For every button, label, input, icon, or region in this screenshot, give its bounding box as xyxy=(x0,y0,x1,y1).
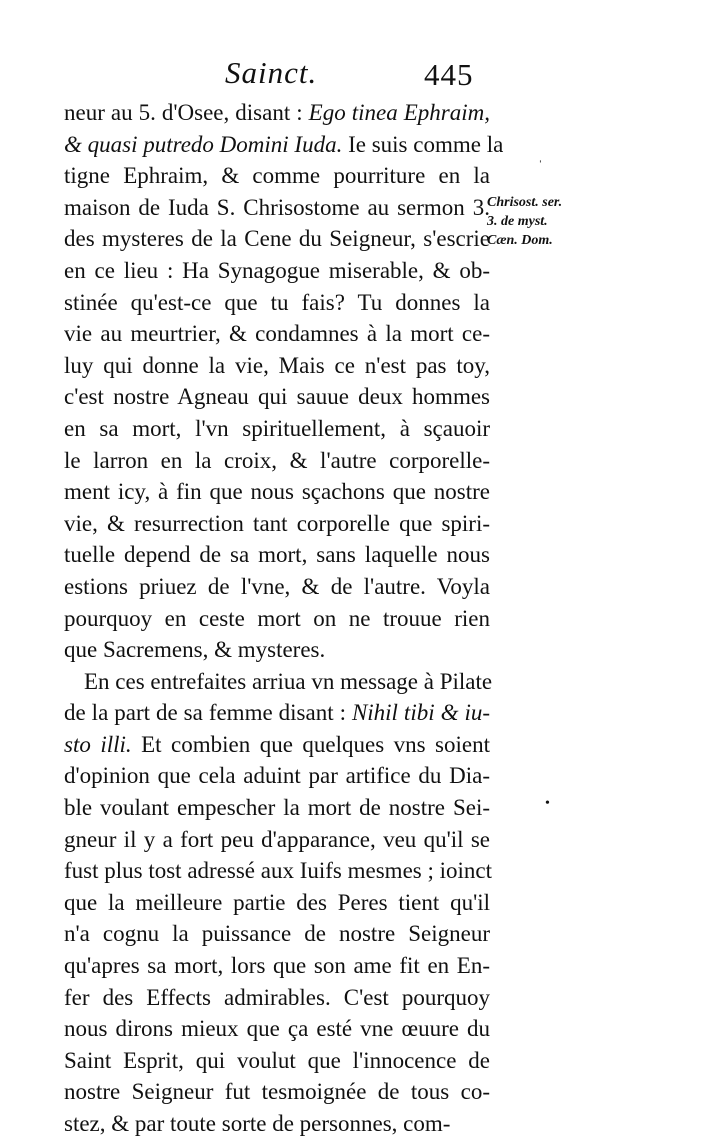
text-run: Ie suis comme la xyxy=(342,131,504,157)
latin-quote: sto illi. xyxy=(64,731,132,757)
text-line xyxy=(64,350,490,382)
text-line xyxy=(64,445,490,477)
text-run: pourquoy en ceste mort on ne trouue rien xyxy=(64,605,490,631)
text-line xyxy=(64,950,490,982)
text-run: nostre Seigneur fut tesmoignée de tous co- xyxy=(64,1079,490,1105)
text-line xyxy=(64,1045,490,1077)
text-line xyxy=(64,1108,490,1140)
text-line xyxy=(64,697,490,729)
text-line xyxy=(64,318,490,350)
text-line xyxy=(64,792,490,824)
text-line xyxy=(64,571,490,603)
text-run: des mysteres de la Cene du Seigneur, s'escrie xyxy=(64,226,490,252)
margin-note xyxy=(487,193,577,250)
text-run: neur au 5. d'Osee, disant : xyxy=(64,100,309,125)
text-run: maison de Iuda S. Chrisostome au sermon 3. xyxy=(64,194,490,220)
text-run: vie au meurtrier, & condamnes à la mort ce- xyxy=(64,321,490,347)
text-line xyxy=(64,381,490,413)
latin-quote: Nihil tibi & iu- xyxy=(351,700,490,726)
text-line xyxy=(64,508,490,540)
text-line xyxy=(64,824,490,856)
text-line xyxy=(64,192,490,224)
text-run: que la meilleure partie des Peres tient qu'il xyxy=(64,889,490,915)
text-run: d'opinion que cela aduint par artifice du Dia- xyxy=(64,763,490,789)
margin-note-line: Chrisost. ser. xyxy=(487,195,563,210)
running-head: Sainct. xyxy=(225,55,318,90)
latin-quote: & quasi putredo Domini Iuda. xyxy=(64,131,343,157)
text-line xyxy=(64,1076,490,1108)
text-run: c'est nostre Agneau qui sauue deux hommes xyxy=(64,384,490,410)
text-line xyxy=(64,603,490,635)
text-run: en ce lieu : Ha Synagogue miserable, & ob- xyxy=(64,257,490,283)
text-run: estions priuez de l'vne, & de l'autre. Voyla xyxy=(64,573,490,599)
text-run: que Sacremens, & mysteres. xyxy=(64,637,326,663)
text-run: ble voulant empescher la mort de nostre Sei- xyxy=(64,795,490,821)
body-text xyxy=(64,97,504,1140)
text-line xyxy=(64,918,490,950)
text-line xyxy=(64,287,490,319)
text-run: en sa mort, l'vn spirituellement, à sçauoir xyxy=(64,415,490,441)
text-line xyxy=(64,982,490,1014)
text-line xyxy=(64,129,504,161)
text-line xyxy=(64,887,490,919)
text-line xyxy=(64,223,490,255)
text-line xyxy=(64,476,490,508)
text-run: fust plus tost adressé aux Iuifs mesmes ; ioinct xyxy=(64,858,492,884)
text-line xyxy=(64,97,490,129)
text-run: stinée qu'est-ce que tu fais? Tu donnes la xyxy=(64,289,490,315)
text-run: ment icy, à fin que nous sçachons que nostre xyxy=(64,479,490,505)
text-run: nous dirons mieux que ça esté vne œuure du xyxy=(64,1016,490,1042)
text-line xyxy=(64,634,490,666)
text-run: fer des Effects admirables. C'est pourquoy xyxy=(64,984,490,1010)
text-run: Saint Esprit, qui voulut que l'innocence de xyxy=(64,1047,490,1073)
text-line xyxy=(64,539,490,571)
page-number: 445 xyxy=(424,57,474,92)
text-line xyxy=(64,413,490,445)
text-run: qu'apres sa mort, lors que son ame fit en En- xyxy=(64,953,490,979)
text-run: le larron en la croix, & l'autre corporelle- xyxy=(64,447,490,473)
text-line xyxy=(64,760,490,792)
text-run: stez, & par toute sorte de personnes, com- xyxy=(64,1111,451,1136)
text-run: En ces entrefaites arriua vn message à Pilate xyxy=(84,668,493,694)
text-run: tuelle depend de sa mort, sans laquelle nous xyxy=(64,542,490,568)
latin-quote: Ego tinea Ephraim, xyxy=(308,100,490,125)
text-run: tigne Ephraim, & comme pourriture en la xyxy=(64,163,490,189)
text-run: de la part de sa femme disant : xyxy=(64,700,352,726)
text-run: Et combien que quelques vns soient xyxy=(131,731,490,757)
text-line xyxy=(64,855,490,887)
text-line xyxy=(64,255,490,287)
ink-speck: • xyxy=(545,796,550,811)
margin-note-line: 3. de myst. xyxy=(487,214,548,229)
text-run: vie, & resurrection tant corporelle que spiri- xyxy=(64,510,490,536)
text-line xyxy=(64,160,490,192)
text-run: n'a cognu la puissance de nostre Seigneur xyxy=(64,921,490,947)
text-run: luy qui donne la vie, Mais ce n'est pas toy, xyxy=(64,352,490,378)
text-line xyxy=(64,666,493,698)
margin-note-line: Cæn. Dom. xyxy=(487,233,553,248)
text-run: gneur il y a fort peu d'apparance, veu qu'il se xyxy=(64,826,490,852)
text-line xyxy=(64,729,490,761)
text-line xyxy=(64,1013,490,1045)
ink-speck: ˈ xyxy=(538,159,543,174)
